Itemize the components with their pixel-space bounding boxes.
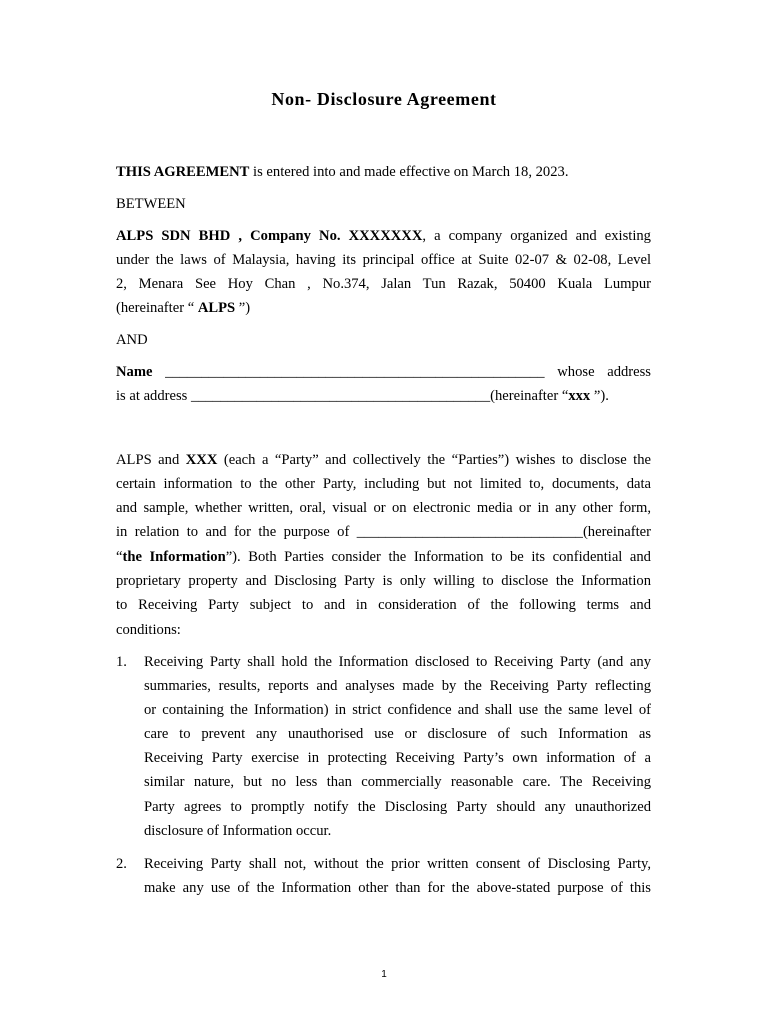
and-label: AND xyxy=(116,332,148,348)
clause-2-number: 2. xyxy=(116,856,127,872)
clause-1-line-3: or containing the Information) in strict confidence and shall use the same level of xyxy=(144,702,651,718)
agreement-intro xyxy=(116,163,651,181)
recital-line-1-a: ALPS and xyxy=(116,452,186,468)
party1-line-3: 2, Menara See Hoy Chan , No.374, Jalan Tun Razak, 50400 Kuala Lumpur xyxy=(116,276,651,292)
party1-line-1-text: , a company organized and existing xyxy=(422,228,651,244)
recital-line-6: proprietary property and Disclosing Party is only willing to disclose the Information xyxy=(116,573,651,589)
agreement-text: is entered into and made effective on March 18, 2023. xyxy=(249,164,569,180)
clause-1-line-2: summaries, results, reports and analyses made by the Receiving Party reflecting xyxy=(144,678,651,694)
party2-line-1 xyxy=(116,363,651,381)
recital-line-5-a: “ xyxy=(116,549,123,565)
party2-name-label: Name xyxy=(116,364,153,380)
party2-name-blank: ____________________________________________________ xyxy=(152,364,558,380)
clause-2-line-2: make any use of the Information other than for the above-stated purpose of this xyxy=(144,880,651,896)
party1-line-4 xyxy=(116,299,651,317)
recital-party-xxx: XXX xyxy=(185,452,218,468)
clause-1-line-7: Party agrees to promptly notify the Disclosing Party should any unauthorized xyxy=(144,799,651,815)
party1-line-1 xyxy=(116,227,651,245)
party1-line-2: under the laws of Malaysia, having its principal office at Suite 02-07 & 02-08, Level xyxy=(116,252,651,268)
recital-line-8: conditions: xyxy=(116,622,181,638)
clause-1-line-5: Receiving Party exercise in protecting Receiving Party’s own information of a xyxy=(144,750,651,766)
party1-hereinafter-close: ”) xyxy=(235,300,251,316)
document-title: Non- Disclosure Agreement xyxy=(271,89,497,109)
recital-line-2: certain information to the other Party, including but not limited to, documents, data xyxy=(116,476,651,492)
recital-line-1 xyxy=(116,451,651,469)
clause-1-number: 1. xyxy=(116,654,127,670)
party1-hereinafter-open: (hereinafter “ xyxy=(116,300,198,316)
party1-short-name: ALPS xyxy=(197,300,236,316)
party2-hereinafter-close: ”). xyxy=(590,388,609,404)
between-label: BETWEEN xyxy=(116,196,186,212)
party1-name: ALPS SDN BHD , Company No. XXXXXXX xyxy=(116,228,423,244)
recital-line-5-c: ”). Both Parties consider the Information to be its confidential and xyxy=(225,549,651,565)
recital-line-3: and sample, whether written, oral, visual or on electronic media or in any other form, xyxy=(116,500,651,516)
party2-address-text: is at address _________________________________________(hereinafter “ xyxy=(116,388,569,404)
recital-the-information: the Information xyxy=(122,549,226,565)
clause-1-line-4: care to prevent any unauthorised use or disclosure of such Information as xyxy=(144,726,651,742)
clause-1-line-8: disclosure of Information occur. xyxy=(144,823,332,839)
clause-2-line-1: Receiving Party shall not, without the prior written consent of Disclosing Party, xyxy=(144,856,651,872)
page-number: 1 xyxy=(381,969,387,980)
agreement-label: THIS AGREEMENT xyxy=(116,164,250,180)
clause-1-line-6: similar nature, but no less than commercially reasonable care. The Receiving xyxy=(144,774,651,790)
party2-line-2 xyxy=(116,387,651,405)
party2-short-name: xxx xyxy=(568,388,591,404)
recital-line-7: to Receiving Party subject to and in consideration of the following terms and xyxy=(116,597,651,613)
recital-line-1-c: (each a “Party” and collectively the “Parties”) wishes to disclose the xyxy=(217,452,652,468)
party2-line-1-text: whose address xyxy=(557,364,651,380)
recital-line-5 xyxy=(116,548,651,566)
recital-line-4: in relation to and for the purpose of _______________________________(hereinafter xyxy=(116,524,651,540)
clause-1-line-1: Receiving Party shall hold the Information disclosed to Receiving Party (and any xyxy=(144,654,651,670)
